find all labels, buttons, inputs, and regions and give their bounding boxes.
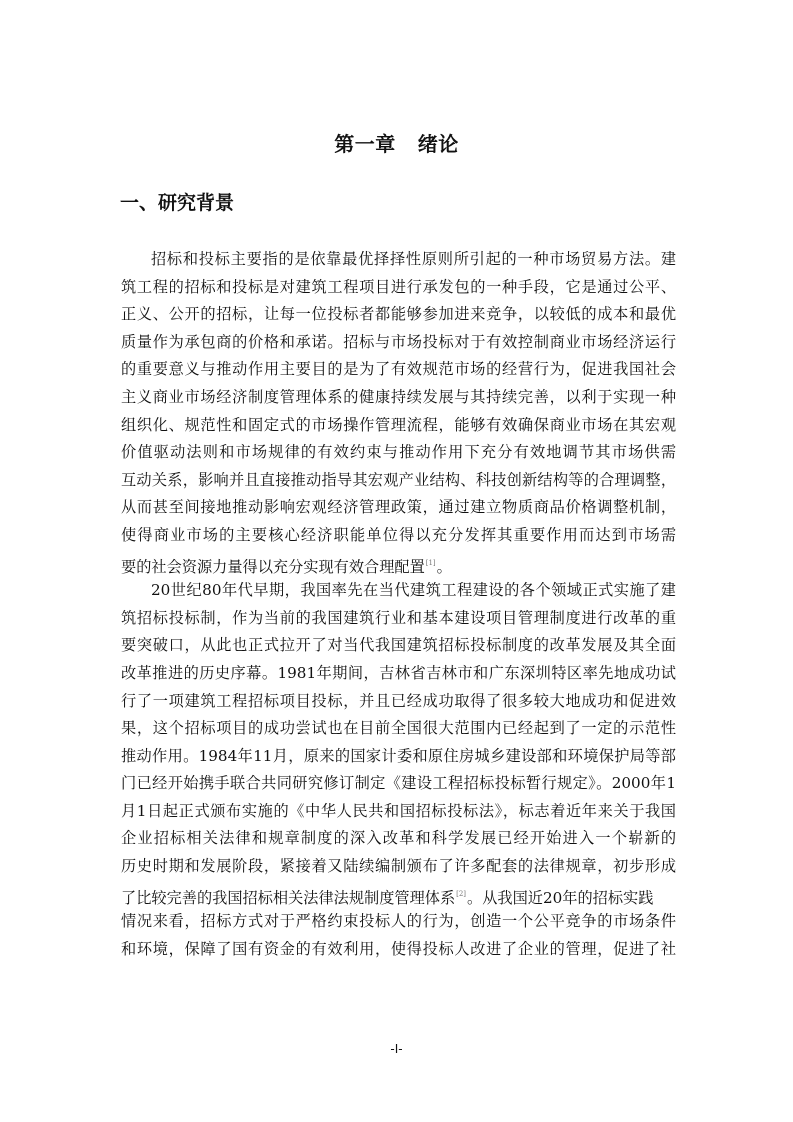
body-text — [121, 246, 676, 963]
paragraph-line: 价值驱动法则和市场规律的有效约束与推动作用下充分有效地调节其市场供需 — [121, 443, 676, 462]
paragraph-line — [121, 881, 676, 909]
paragraph-line: 主义商业市场经济制度管理体系的健康持续发展与其持续完善，以利于实现一种 — [121, 387, 676, 406]
chapter-name: 绪论 — [417, 132, 459, 156]
paragraph-line: 门已经开始携手联合共同研究修订制定《建设工程招标投标暂行规定》。2000年1 — [121, 774, 676, 793]
paragraph-line: 筑工程的招标和投标是对建筑工程项目进行承发包的一种手段，它是通过公平、 — [121, 277, 676, 296]
paragraph-line: 组织化、规范性和固定式的市场操作管理流程，能够有效确保商业市场在其宏观 — [121, 415, 676, 434]
paragraph-line: 招标和投标主要指的是依靠最优择择性原则所引起的一种市场贸易方法。建 — [151, 250, 676, 268]
paragraph-line: 要突破口，从此也正式拉开了对当代我国建筑招标投标制度的改革发展及其全面 — [121, 636, 676, 655]
paragraph-line: 行了一项建筑工程招标项目投标，并且已经成功取得了很多较大地成功和促进效 — [121, 691, 676, 710]
paragraph-line: 推动作用。1984年11月，原来的国家计委和原住房城乡建设部和环境保护局等部 — [121, 746, 676, 765]
section-heading: 一、研究背景 — [120, 192, 235, 214]
paragraph-line: 情况来看，招标方式对于严格约束投标人的行为，创造一个公平竞争的市场条件 — [121, 912, 676, 931]
paragraph-line: 企业招标相关法律和规章制度的深入改革和科学发展已经开始进入一个崭新的 — [121, 829, 676, 848]
paragraph-line: 从而甚至间接地推动影响宏观经济管理政策，通过建立物质商品价格调整机制， — [121, 498, 676, 517]
paragraph-text-before-citation: 了比较完善的我国招标相关法律法规制度管理体系 — [121, 888, 456, 907]
paragraph-last-text: 要的社会资源力量得以充分实现有效合理配置 — [121, 557, 425, 576]
paragraph-line: 果，这个招标项目的成功尝试也在目前全国很大范围内已经起到了一定的示范性 — [121, 719, 676, 738]
paragraph-line: 和环境，保障了国有资金的有效利用，使得投标人改进了企业的管理，促进了社 — [121, 939, 676, 958]
chapter-label: 第一章 — [334, 132, 396, 156]
page-number: -I- — [390, 1042, 403, 1056]
citation-marker: [1] — [425, 558, 436, 567]
paragraph-line: 月1日起正式颁布实施的《中华人民共和国招标投标法》，标志着近年来关于我国 — [121, 801, 676, 820]
paragraph-line: 20世纪80年代早期，我国率先在当代建筑工程建设的各个领域正式实施了建 — [151, 581, 676, 600]
paragraph-text-after-citation: 。从我国近20年的招标实践 — [467, 888, 654, 907]
chapter-title — [0, 128, 793, 157]
paragraph-line: 的重要意义与推动作用主要目的是为了有效规范市场的经营行为，促进我国社会 — [121, 360, 676, 379]
paragraph-line: 使得商业市场的主要核心经济职能单位得以充分发挥其重要作用而达到市场需 — [121, 525, 676, 544]
paragraph-line: 正义、公开的招标，让每一位投标者都能够参加进来竞争，以较低的成本和最优 — [121, 305, 676, 324]
citation-marker: [2] — [456, 889, 467, 898]
paragraph-line: 改革推进的历史序幕。1981年期间，吉林省吉林市和广东深圳特区率先地成功试 — [121, 663, 676, 682]
paragraph-line — [121, 550, 676, 578]
paragraph-line: 互动关系，影响并且直接推动指导其宏观产业结构、科技创新结构等的合理调整， — [121, 470, 676, 489]
paragraph-line: 历史时期和发展阶段，紧接着又陆续编制颁布了许多配套的法律规章，初步形成 — [121, 857, 676, 876]
paragraph-line: 筑招标投标制，作为当前的我国建筑行业和基本建设项目管理制度进行改革的重 — [121, 608, 676, 627]
paragraph-line: 质量作为承包商的价格和承诺。招标与市场投标对于有效控制商业市场经济运行 — [121, 332, 676, 351]
paragraph-end-punct: 。 — [436, 557, 452, 576]
